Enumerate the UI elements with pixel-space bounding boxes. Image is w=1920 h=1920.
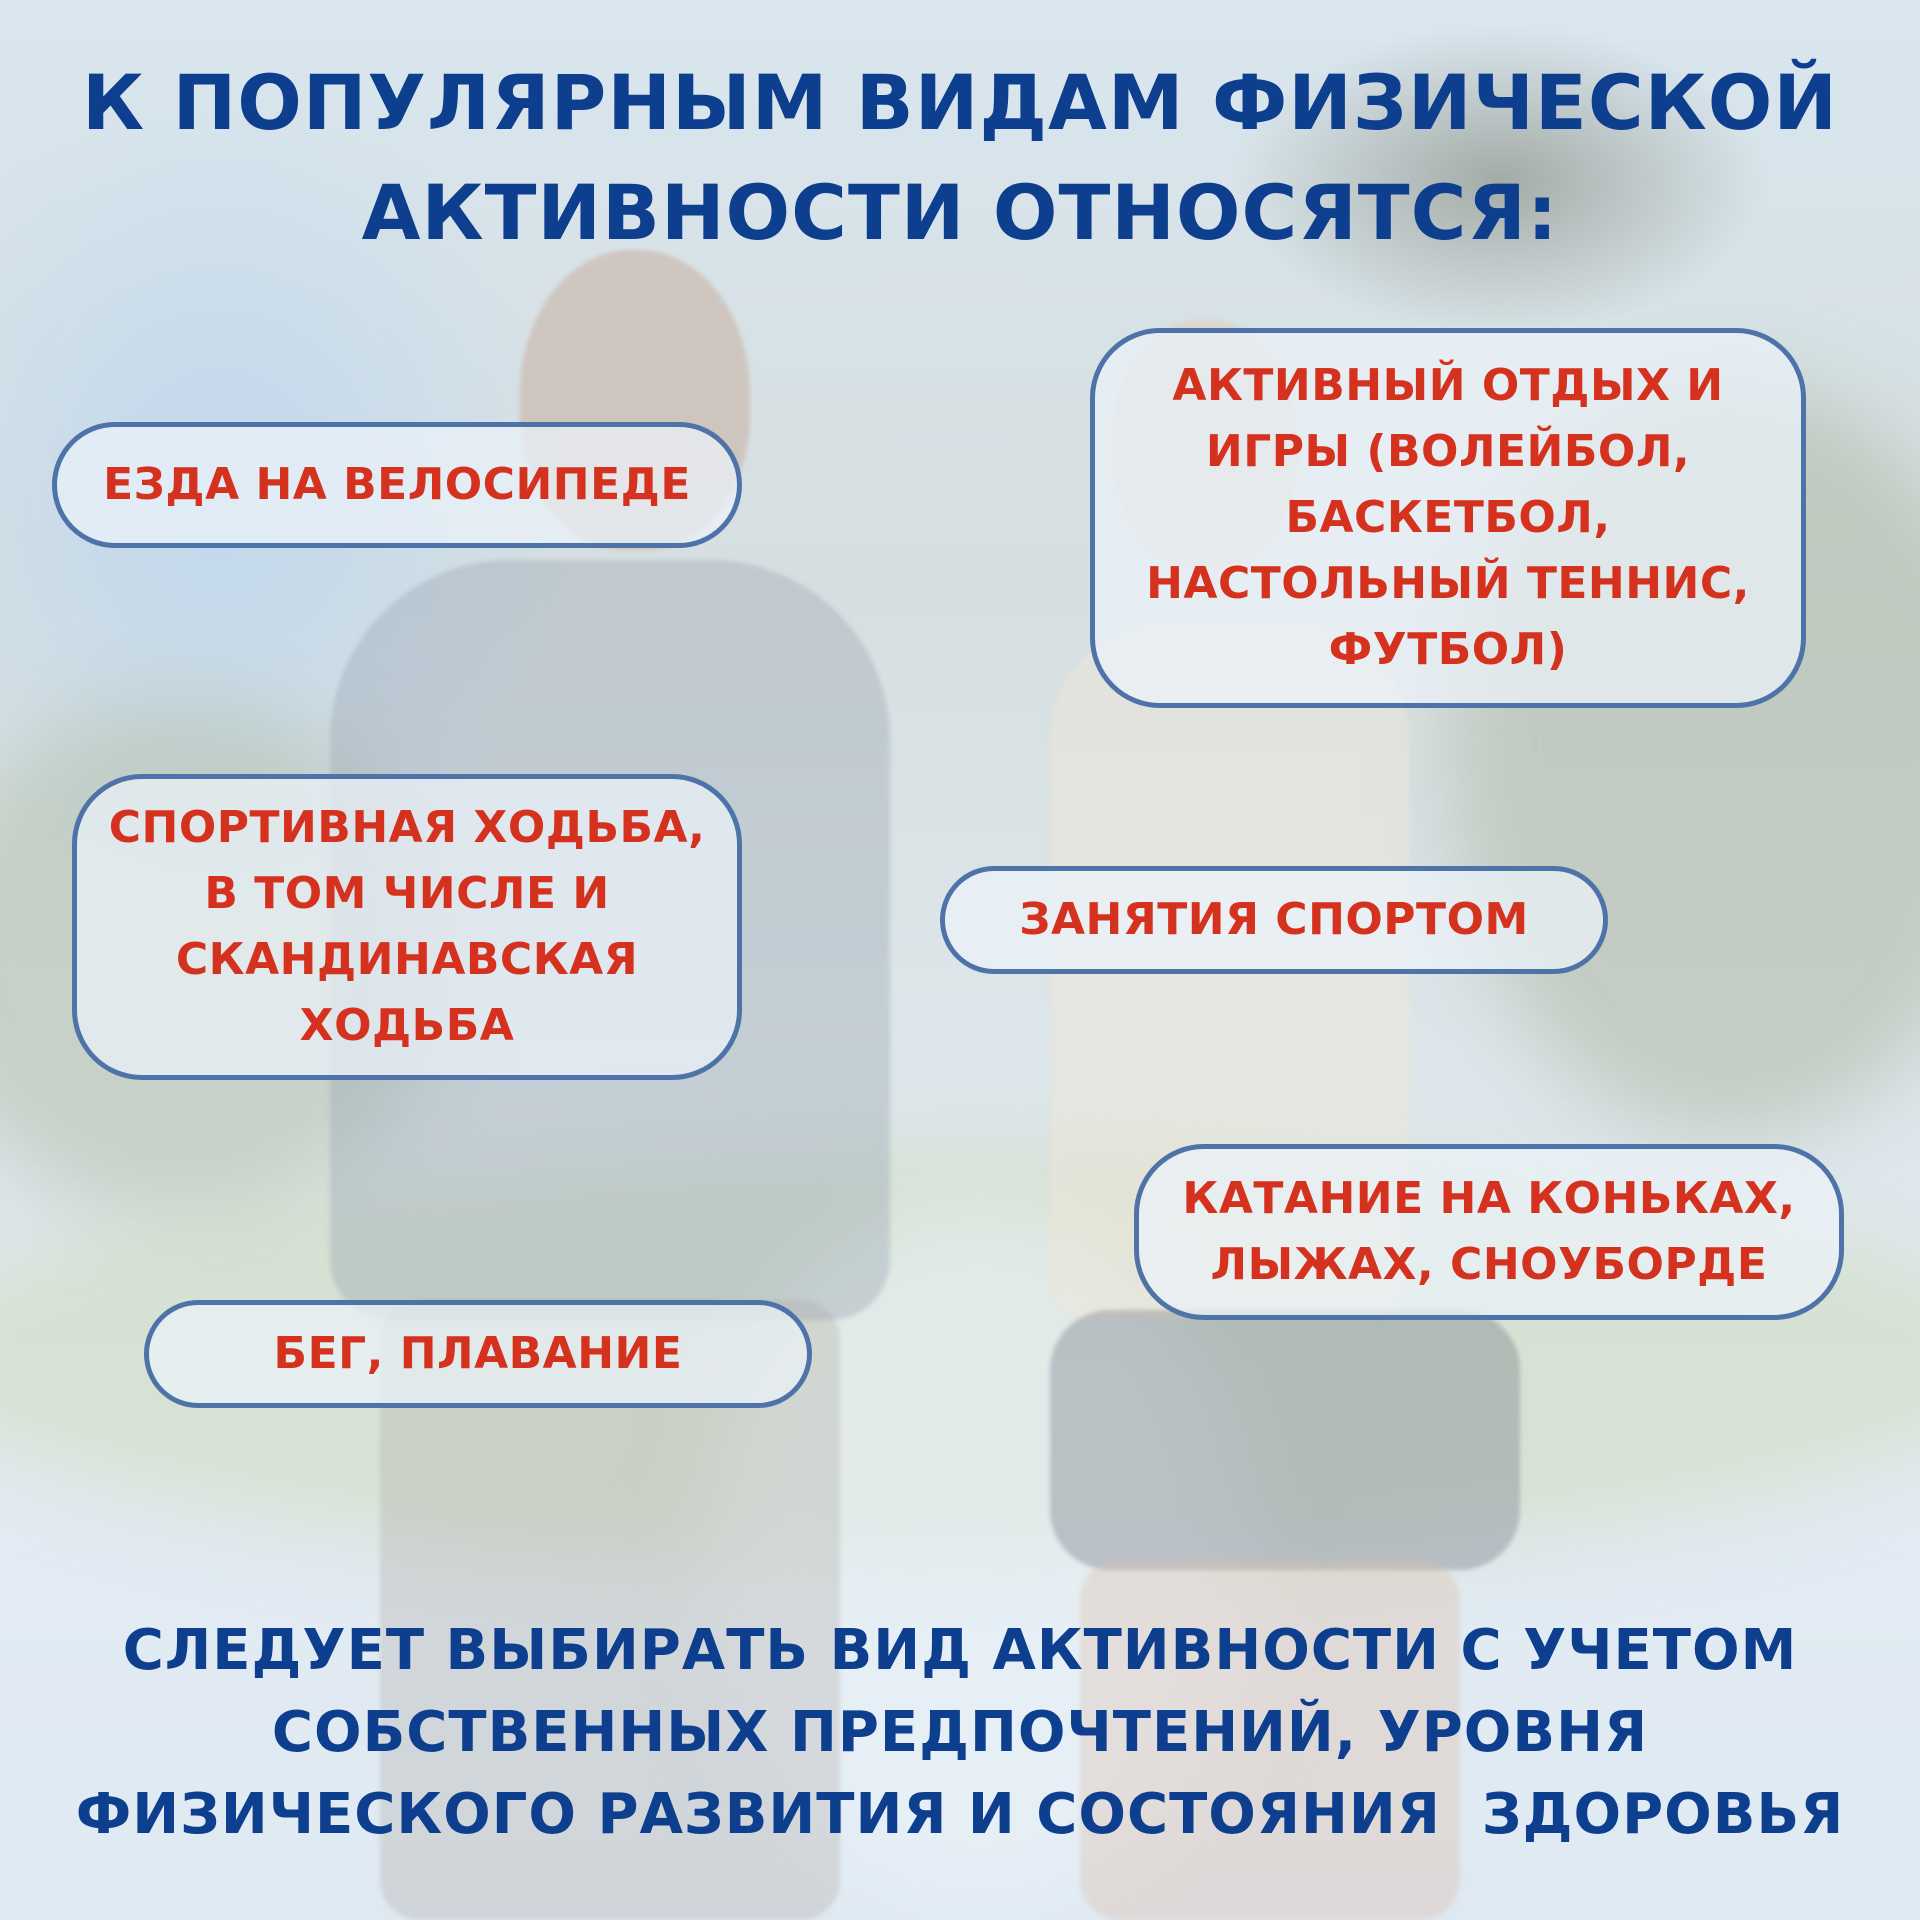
- activity-running: БЕГ, ПЛАВАНИЕ: [144, 1300, 812, 1408]
- activity-cycling: ЕЗДА НА ВЕЛОСИПЕДЕ: [52, 422, 742, 548]
- footer-line-2: СОБСТВЕННЫХ ПРЕДПОЧТЕНИЙ, УРОВНЯ: [271, 1700, 1649, 1765]
- activity-sport: ЗАНЯТИЯ СПОРТОМ: [940, 866, 1608, 974]
- page-title: [0, 48, 1920, 268]
- title-line-1: К ПОПУЛЯРНЫМ ВИДАМ ФИЗИЧЕСКОЙ: [82, 58, 1838, 147]
- footer-line-3: ФИЗИЧЕСКОГО РАЗВИТИЯ И СОСТОЯНИЯ ЗДОРОВЬЯ: [75, 1782, 1845, 1847]
- woman-shorts: [1050, 1310, 1520, 1570]
- footer-line-1: СЛЕДУЕТ ВЫБИРАТЬ ВИД АКТИВНОСТИ С УЧЕТОМ: [122, 1618, 1798, 1683]
- activity-skating: КАТАНИЕ НА КОНЬКАХ, ЛЫЖАХ, СНОУБОРДЕ: [1134, 1144, 1844, 1320]
- activity-games: АКТИВНЫЙ ОТДЫХ И ИГРЫ (ВОЛЕЙБОЛ, БАСКЕТБОЛ, НАСТОЛЬНЫЙ ТЕННИС, ФУТБОЛ): [1090, 328, 1806, 708]
- footer-advice: [0, 1610, 1920, 1856]
- title-line-2: АКТИВНОСТИ ОТНОСЯТСЯ:: [361, 168, 1559, 257]
- activity-walking: СПОРТИВНАЯ ХОДЬБА, В ТОМ ЧИСЛЕ И СКАНДИНАВСКАЯ ХОДЬБА: [72, 774, 742, 1080]
